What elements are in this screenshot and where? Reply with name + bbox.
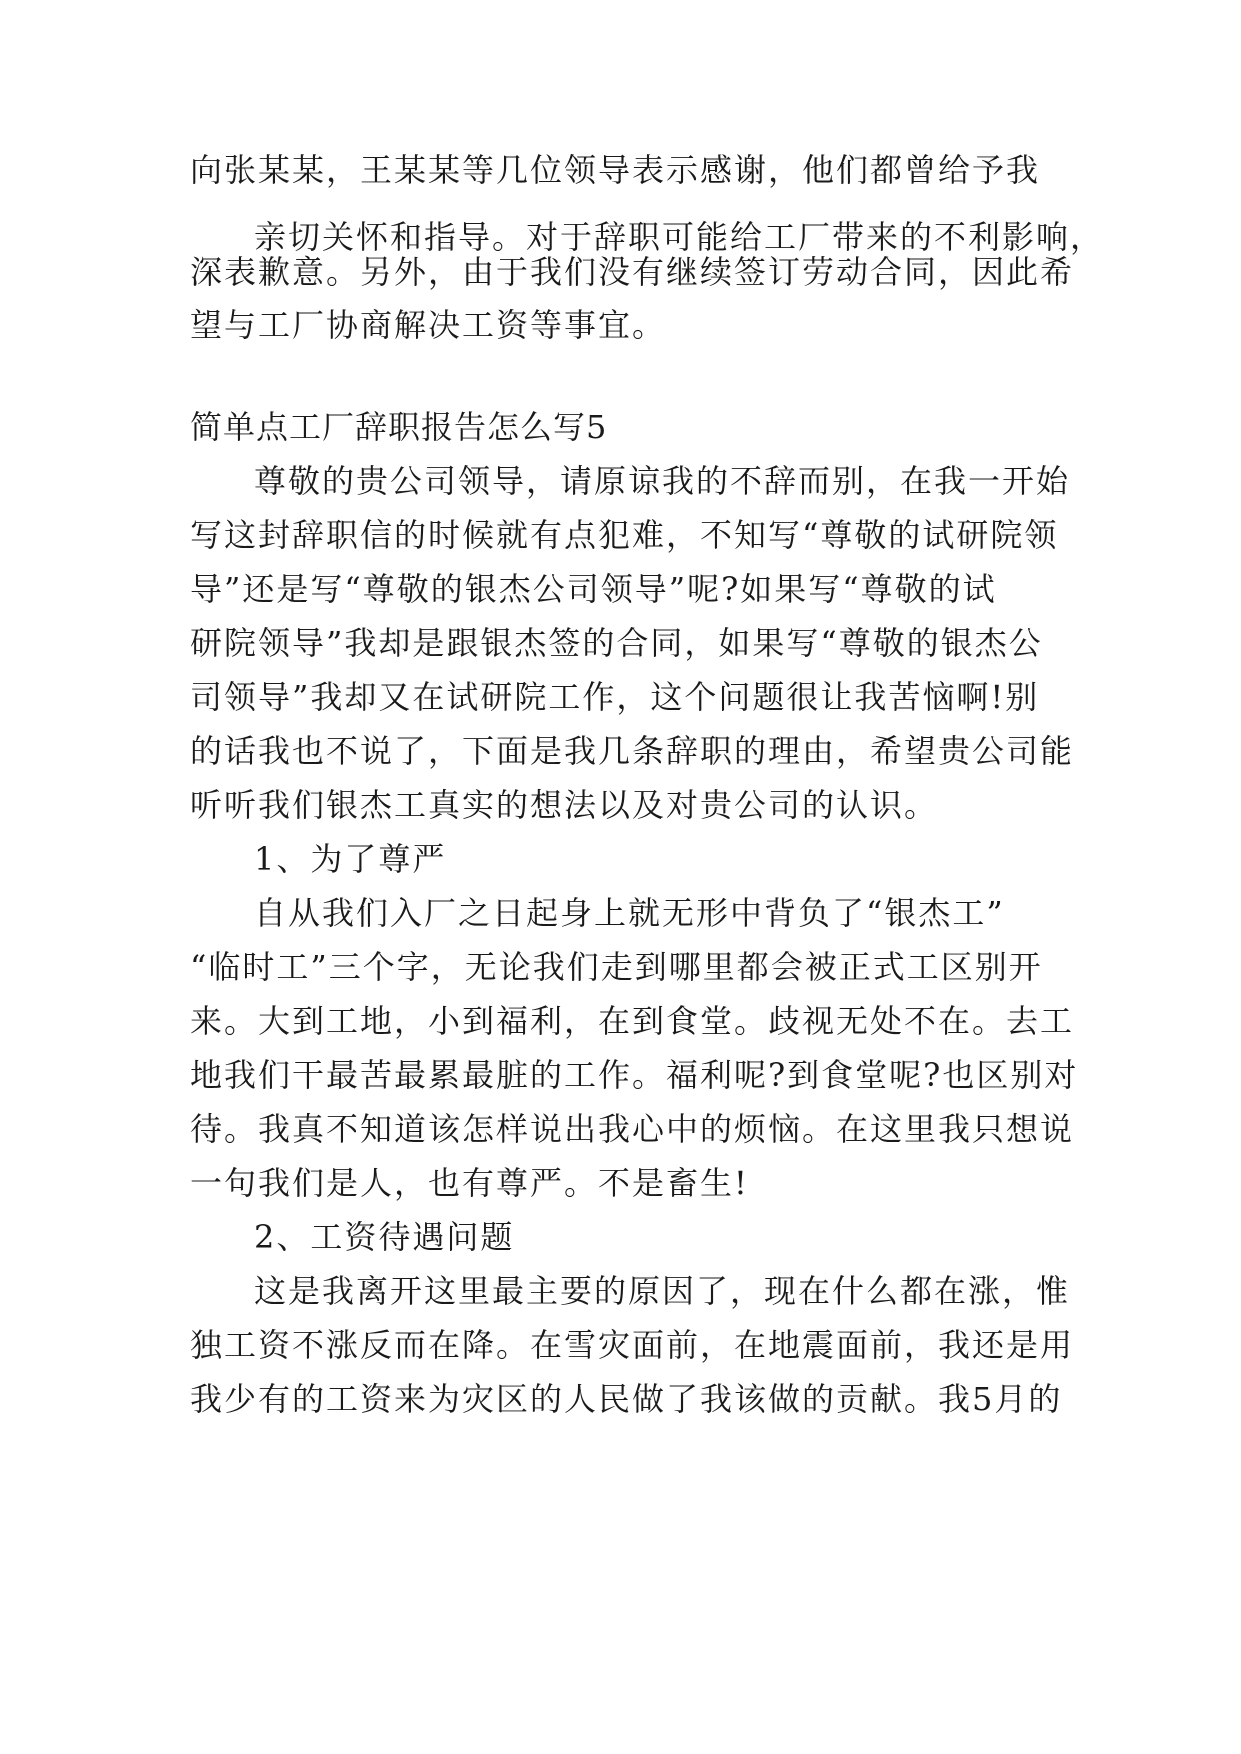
- text-line: 这是我离开这里最主要的原因了，现在什么都在涨，惟: [254, 1272, 1071, 1310]
- text-line: 研院领导”我却是跟银杰签的合同，如果写“尊敬的银杰公: [190, 624, 1043, 662]
- text-line: 独工资不涨反而在降。在雪灾面前，在地震面前，我还是用: [190, 1326, 1075, 1364]
- text-line: 一句我们是人，也有尊严。不是畜生!: [190, 1164, 749, 1202]
- text-line: 地我们干最苦最累最脏的工作。福利呢?到食堂呢?也区别对: [190, 1056, 1079, 1094]
- text-line: 导”还是写“尊敬的银杰公司领导”呢?如果写“尊敬的试: [190, 570, 997, 608]
- text-line: 亲切关怀和指导。对于辞职可能给工厂带来的不利影响，: [254, 218, 1105, 256]
- text-line: 尊敬的贵公司领导，请原谅我的不辞而别，在我一开始: [254, 462, 1071, 500]
- text-line: “临时工”三个字，无论我们走到哪里都会被正式工区别开: [190, 948, 1043, 986]
- text-line: 的话我也不说了，下面是我几条辞职的理由，希望贵公司能: [190, 732, 1075, 770]
- item-title: 1、为了尊严: [254, 840, 447, 878]
- text-line: 自从我们入厂之日起身上就无形中背负了“银杰工”: [254, 894, 1005, 932]
- text-line: 望与工厂协商解决工资等事宜。: [190, 306, 667, 344]
- item-title: 2、工资待遇问题: [254, 1218, 515, 1256]
- text-line: 待。我真不知道该怎样说出我心中的烦恼。在这里我只想说: [190, 1110, 1075, 1148]
- text-line: 听听我们银杰工真实的想法以及对贵公司的认识。: [190, 786, 939, 824]
- text-line: 司领导”我却又在试研院工作，这个问题很让我苦恼啊!别: [190, 678, 1040, 716]
- section-title: 简单点工厂辞职报告怎么写5: [190, 408, 608, 446]
- text-line: 向张某某，王某某等几位领导表示感谢，他们都曾给予我: [190, 151, 1041, 189]
- text-line: 来。大到工地，小到福利，在到食堂。歧视无处不在。去工: [190, 1002, 1075, 1040]
- text-line: 写这封辞职信的时候就有点犯难，不知写“尊敬的试研院领: [190, 516, 1059, 554]
- text-line: 深表歉意。另外，由于我们没有继续签订劳动合同，因此希: [190, 253, 1075, 291]
- text-line: 我少有的工资来为灾区的人民做了我该做的贡献。我5月的: [190, 1380, 1063, 1418]
